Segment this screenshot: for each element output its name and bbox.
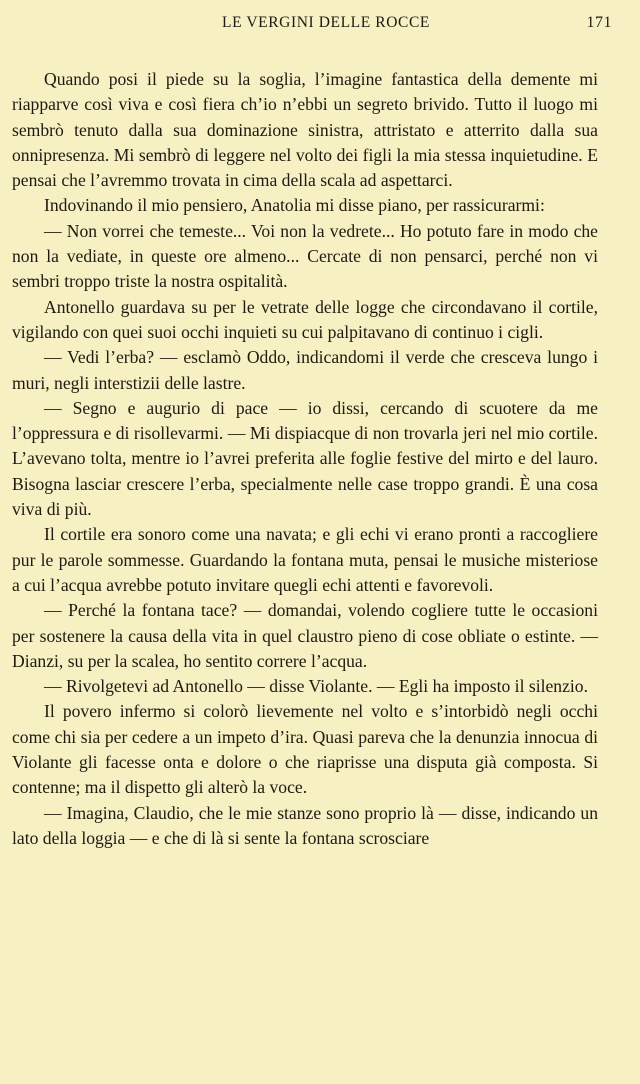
paragraph: Il povero infermo si colorò lievemente nel volto e s’intorbidò negli occhi come chi sia per cedere a un impeto d’ira. Quasi pareva che la denunzia innocua di Violante gli facesse onta e dolore o che riaprisse una disputa già composta. Si contenne; ma il dispetto gli alterò la voce.	[12, 701, 598, 798]
paragraph: — Vedi l’erba? — esclamò Oddo, indicandomi il verde che cresceva lungo i muri, negli interstizii delle lastre.	[12, 347, 598, 393]
page-number: 171	[586, 14, 612, 31]
paragraph: Quando posi il piede su la soglia, l’imagine fantastica della demente mi riapparve così viva e così fiera ch’io n’ebbi un segreto brivido. Tutto il luogo mi sembrò tenuto dalla sua dominazione sinistra, attristato e atterrito dalla sua onnipresenza. Mi sembrò di leggere nel volto dei figli la mia stessa inquietudine. E pensai che l’avremmo trovata in cima della scala ad aspettarci.	[12, 69, 598, 191]
paragraph: Il cortile era sonoro come una navata; e gli echi vi erano pronti a raccogliere pur le parole sommesse. Guardando la fontana muta, pensai le musiche misteriose a cui l’acqua avrebbe potuto invitare quegli echi attenti e favorevoli.	[12, 524, 598, 595]
paragraph: — Rivolgetevi ad Antonello — disse Violante. — Egli ha imposto il silenzio.	[44, 676, 588, 697]
paragraph: — Segno e augurio di pace — io dissi, cercando di scuotere da me l’oppressura e di risollevarmi. — Mi dispiacque di non trovarla jeri nel mio cortile. L’avevano tolta, mentre io l’avrei preferita alle foglie festive del mirto e del lauro. Bisogna lasciar crescere l’erba, specialmente nelle case troppo grandi. È una cosa viva di più.	[12, 397, 598, 520]
paragraph: Indovinando il mio pensiero, Anatolia mi disse piano, per rassicurarmi:	[44, 195, 545, 216]
paragraph: — Perché la fontana tace? — domandai, volendo cogliere tutte le occasioni per sostenere la causa della vita in quel claustro pieno di cose obliate o estinte. — Dianzi, su per la scalea, ho sentito correre l’acqua.	[12, 600, 598, 671]
page-header	[40, 14, 612, 36]
body-text	[12, 67, 598, 851]
paragraph: — Non vorrei che temeste... Voi non la vedrete... Ho potuto fare in modo che non la vediate, in queste ore almeno... Cercate di non pensarci, perché non vi sembri troppo triste la nostra ospitalità.	[12, 220, 598, 292]
running-title: LE VERGINI DELLE ROCCE	[222, 14, 430, 31]
paragraph: — Imagina, Claudio, che le mie stanze sono proprio là — disse, indicando un lato della loggia — e che di là si sente la fontana scrosciare	[12, 802, 598, 848]
paragraph: Antonello guardava su per le vetrate delle logge che circondavano il cortile, vigilando con quei suoi occhi inquieti su cui palpitavano di continuo i cigli.	[12, 296, 598, 342]
